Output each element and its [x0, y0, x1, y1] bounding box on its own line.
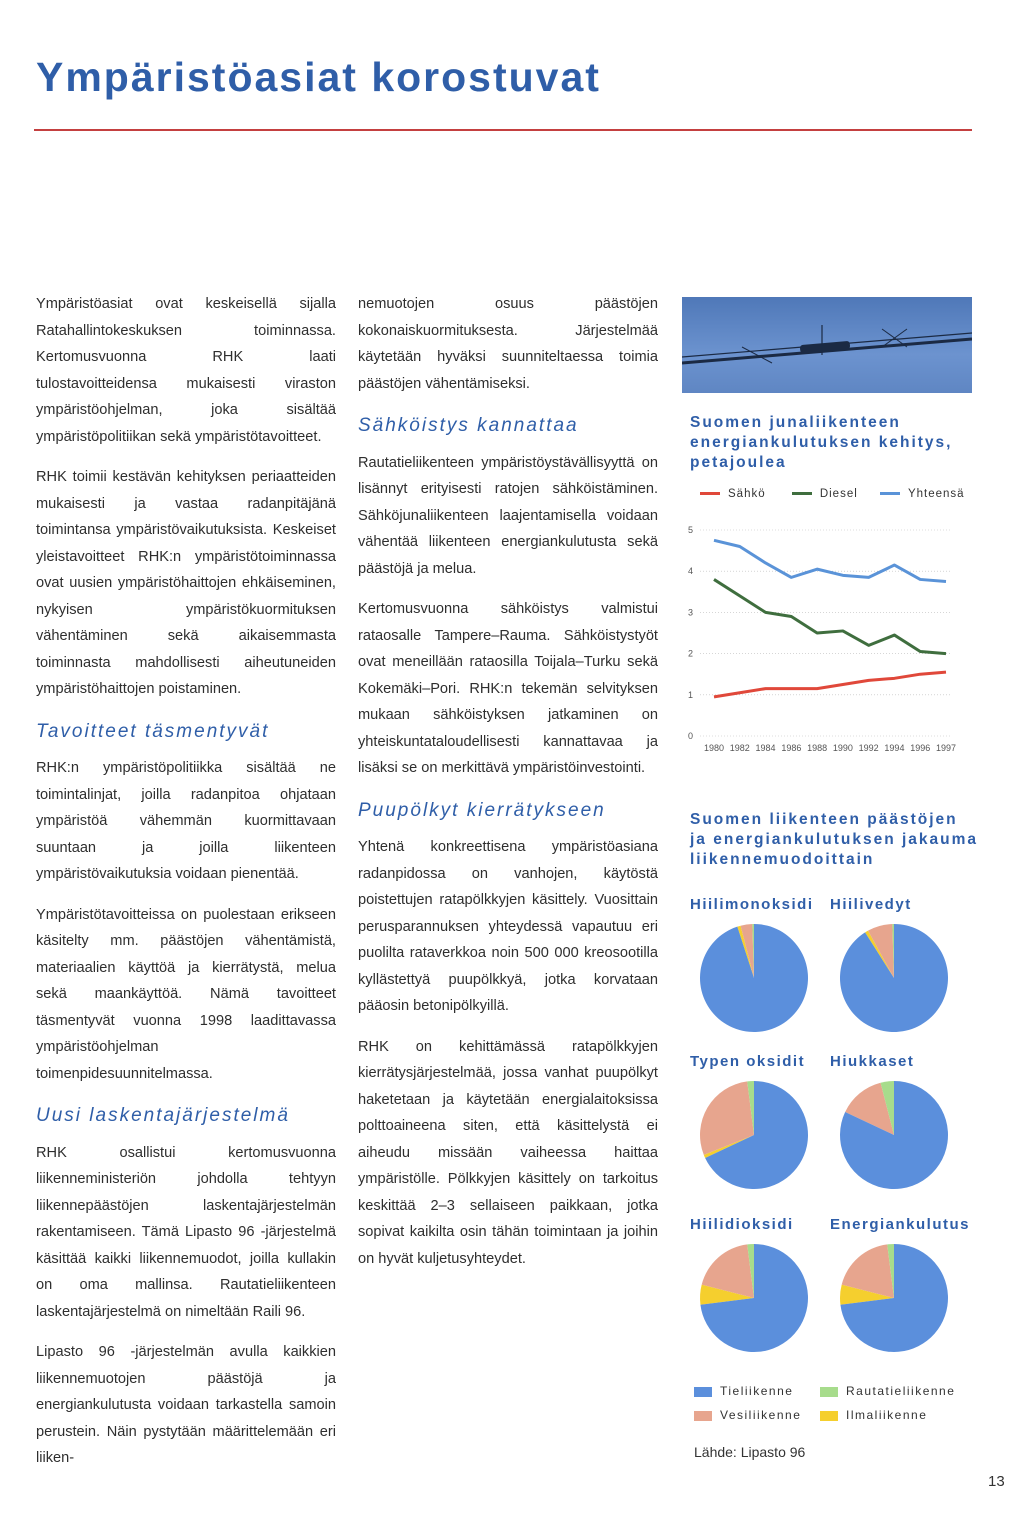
mid-paragraph-5: RHK on kehittämässä ratapölkkyjen kierrätysjärjestelmää, jossa vanhat puupölkyt haketetaan ja käytetään energialaitoksissa polttoaineena siten, että käsittelystä ei aiheudu missään vaiheessa haittaa ympäristölle. Pölkkyjen käsittely on tarkoitus keskittää 2–3 sellaiseen paikkaan, jotka sopivat kaikilta osin tähän toimintaan ja joihin on hyvät kuljetusyhteydet. [358, 1038, 658, 1267]
x-tick-label: 1992 [858, 743, 879, 753]
legend-swatch-diesel [792, 492, 812, 495]
x-tick-label: 1980 [703, 743, 725, 753]
label-tieliikenne: Tieliikenne [720, 1384, 794, 1398]
legend-label-yhteensa: Yhteensä [907, 488, 965, 500]
x-tick-label: 1996 [910, 743, 931, 753]
y-tick-label: 0 [688, 731, 694, 741]
pie-slice-tieliikenne [700, 924, 808, 1032]
pie-title: Hiilimonoksidi [690, 896, 814, 913]
left-paragraph-4: Ympäristötavoitteissa on puolestaan erikseen käsitelty mm. päästöjen vähentämistä, materiaalien käyttöä ja kierrätystä, melua sekä maankäyttöä. Nämä tavoitteet täsmentyvät vuonna 1998 laadittavassa ympäristöohjelman toimenpidesuunnitelmassa. [36, 906, 336, 1082]
legend-swatch-sahko [700, 492, 720, 495]
mid-paragraph-4: Yhtenä konkreettisena ympäristöasiana radanpidossa on vanhojen, käytöstä poistettujen ratapölkkyjen käsittely. Vuosittain perusparannuksen yhteydessä vapautuu eri puolilta rataverkkoa noin 500 000 kreosootilla kyllästettyä puupölkkyä, jotka korvataan pääosin betonipölkyillä. [358, 839, 658, 1014]
legend-label-diesel: Diesel [819, 488, 858, 500]
pie-title: Typen oksidit [690, 1053, 806, 1070]
pie-chart [838, 922, 950, 1034]
y-tick-label: 3 [688, 607, 694, 618]
x-tick-label: 1986 [781, 743, 802, 753]
left-paragraph-1: Ympäristöasiat ovat keskeisellä sijalla Ratahallintokeskuksen toiminnassa. Kertomusvuonna RHK laati tulostavoitteidensa mukaisesti viraston ympäristöohjelman, joka sisältää ympäristöpolitiikan sekä ympäristötavoitteet. [36, 296, 336, 445]
left-paragraph-6: Lipasto 96 -järjestelmän avulla kaikkien liikennemuotojen päästöjä ja energiankulutusta voidaan tarkastella samoin perustein. Näin pystytään määrittelemään eri liiken- [36, 1344, 336, 1466]
page-title: Ympäristöasiat korostuvat [36, 54, 601, 100]
x-tick-label: 1988 [807, 743, 828, 753]
line-chart-legend [700, 488, 965, 500]
source-note: Lähde: Lipasto 96 [694, 1444, 806, 1460]
series-line-yhteensä [714, 540, 946, 581]
middle-column [358, 291, 658, 1286]
catenary-wire-image [682, 297, 972, 393]
y-tick-label: 4 [688, 566, 694, 577]
y-tick-label: 2 [688, 648, 694, 659]
x-tick-label: 1997 [935, 743, 957, 753]
pie-title: Energiankulutus [830, 1216, 971, 1233]
pie-legend-rautatieliikenne [820, 1384, 955, 1398]
legend-item-diesel [792, 488, 858, 500]
line-chart [680, 520, 970, 760]
pie-title: Hiilivedyt [830, 896, 912, 913]
title-rule [34, 129, 972, 131]
pie-chart [698, 922, 810, 1034]
pie-chart [838, 1242, 950, 1354]
x-tick-label: 1990 [832, 743, 853, 753]
label-vesiliikenne: Vesiliikenne [720, 1408, 802, 1422]
pie-legend-ilmaliikenne [820, 1408, 927, 1422]
left-paragraph-2: RHK toimii kestävän kehityksen periaatteiden mukaisesti ja vastaa radanpitäjänä toimintansa ympäristövaikutuksista. Keskeiset yleistavoitteet RHK:n ympäristötoiminnassa ovat uusien ympäristöhaittojen ehkäiseminen, nykyisen ympäristökuormituksen vähentäminen sekä aikaisemmasta toiminnasta mahdollisesti aiheutuneiden ympäristöhaittojen poistaminen. [36, 469, 336, 697]
x-tick-label: 1984 [755, 743, 776, 753]
legend-label-sahko: Sähkö [728, 488, 766, 500]
pie-legend [694, 1384, 994, 1422]
catenary-photo [682, 297, 972, 393]
pie-chart [698, 1079, 810, 1191]
series-line-sähkö [714, 672, 946, 697]
label-rautatieliikenne: Rautatieliikenne [846, 1384, 956, 1398]
pie-block-title: Suomen liikenteen päästöjen ja energiankulutuksen jakauma liikennemuodoittain [690, 811, 979, 868]
series-line-diesel [714, 579, 946, 653]
pie-title: Hiukkaset [830, 1053, 915, 1070]
mid-paragraph-1: nemuotojen osuus päästöjen kokonaiskuormituksesta. Järjestelmää käytetään hyväksi suunniteltaessa toimia päästöjen vähentämiseksi. [358, 296, 658, 392]
heading-tavoitteet: Tavoitteet täsmentyvät [36, 720, 270, 742]
page-number: 13 [988, 1473, 1005, 1490]
swatch-ilmaliikenne [820, 1411, 838, 1421]
pie-chart [838, 1079, 950, 1191]
legend-item-sahko [700, 488, 766, 500]
mid-paragraph-2: Rautatieliikenteen ympäristöystävällisyyttä on lisännyt erityisesti ratojen sähköistäminen. Sähköjunaliikenteen laajentamisella voidaan vähentää liikenteen energiankulutusta sekä päästöjä ja melua. [358, 454, 658, 577]
heading-puupolkyt: Puupölkyt kierrätykseen [358, 799, 606, 821]
pie-slice-tieliikenne [840, 924, 948, 1032]
left-column [36, 291, 336, 1486]
y-tick-label: 1 [688, 689, 694, 700]
line-chart-title: Suomen junaliikenteen energiankulutuksen kehitys, petajoulea [690, 414, 953, 471]
legend-swatch-yhteensa [880, 492, 900, 495]
swatch-rautatieliikenne [820, 1387, 838, 1397]
heading-sahkoistys: Sähköistys kannattaa [358, 415, 579, 436]
heading-laskentajarjestelma: Uusi laskentajärjestelmä [36, 1105, 290, 1126]
left-paragraph-5: RHK osallistui kertomusvuonna liikenneministeriön johdolla tehtyyn liikennepäästöjen laskentajärjestelmän rakentamiseen. Tämä Lipasto 96 -järjestelmä käsittää kaikki liikennemuodot, joilla kullakin on oma mallinsa. Rautatieliikenteen laskentajärjestelmä on nimeltään Raili 96. [36, 1144, 336, 1320]
pie-legend-vesiliikenne [694, 1408, 802, 1422]
swatch-tieliikenne [694, 1387, 712, 1397]
y-tick-label: 5 [688, 525, 694, 535]
swatch-vesiliikenne [694, 1411, 712, 1421]
label-ilmaliikenne: Ilmaliikenne [846, 1408, 928, 1422]
pie-title: Hiilidioksidi [690, 1216, 794, 1233]
mid-paragraph-3: Kertomusvuonna sähköistys valmistui rataosalle Tampere–Rauma. Sähköistystyöt ovat meneillään rataosilla Toijala–Turku sekä Kokemäki–Pori. RHK:n tekemän selvityksen mukaan sähköistyksen jatkaminen on yhteiskuntataloudellisesti kannattavaa ja lisäksi se on merkittävä ympäristöinvestointi. [358, 601, 658, 776]
x-tick-label: 1994 [884, 743, 905, 753]
left-paragraph-3: RHK:n ympäristöpolitiikka sisältää ne toimintalinjat, joilla radanpitoa ohjataan ympäristöä vähemmän kuormittavaan suuntaan ja joilla liikenteen ympäristövaikutuksia voidaan pienentää. [36, 760, 336, 882]
x-tick-label: 1982 [729, 743, 750, 753]
legend-item-yhteensa [880, 488, 965, 500]
pie-legend-tieliikenne [694, 1384, 794, 1398]
pie-chart [698, 1242, 810, 1354]
